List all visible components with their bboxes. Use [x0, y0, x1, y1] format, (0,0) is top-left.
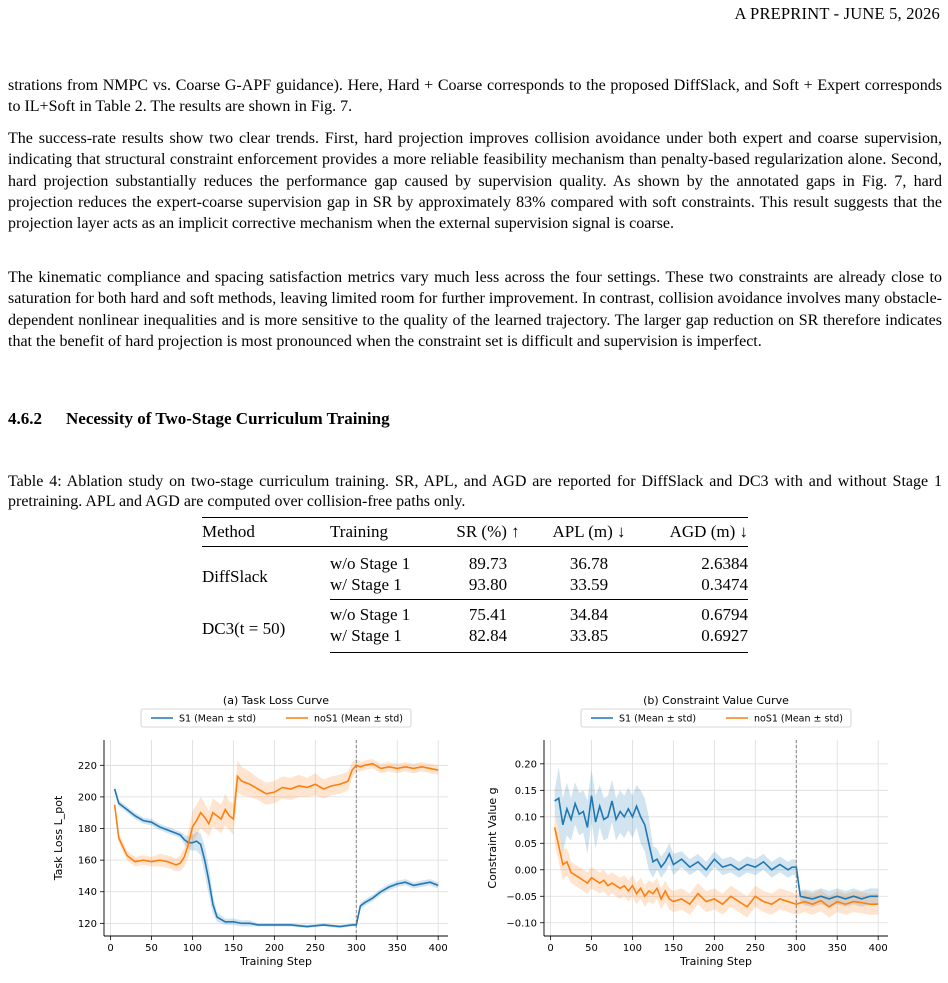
x-tick-label: 350 [827, 943, 847, 954]
sr-cell: 75.41 [468, 605, 508, 624]
constraint-value-chart [482, 692, 902, 983]
table-header-row [202, 518, 748, 547]
x-tick-label: 200 [704, 943, 724, 954]
column-header: Method [202, 518, 330, 547]
y-tick-label: 0.20 [514, 759, 537, 771]
column-header: SR (%) ↑ [440, 518, 536, 547]
chart-title: (b) Constraint Value Curve [643, 694, 789, 707]
table-row [202, 600, 748, 626]
agd-cell: 0.6927 [642, 625, 748, 653]
sr-cell: 82.84 [440, 625, 536, 653]
training-cell: w/o Stage 1 [330, 554, 411, 573]
x-tick-label: 50 [145, 943, 158, 954]
ablation-table [202, 517, 748, 653]
x-tick-label: 250 [745, 943, 765, 954]
running-header: A PREPRINT - JUNE 5, 2026 [734, 4, 940, 23]
y-tick-label: 120 [77, 918, 97, 930]
section-title: Necessity of Two-Stage Curriculum Training [66, 409, 390, 428]
x-tick-label: 150 [663, 943, 683, 954]
legend-label: noS1 (Mean ± std) [754, 713, 843, 725]
y-tick-label: −0.05 [506, 891, 537, 903]
sr-cell: 93.80 [440, 574, 536, 600]
apl-cell: 34.84 [569, 605, 609, 624]
y-tick-label: 0.05 [514, 838, 537, 850]
x-tick-label: 400 [868, 943, 888, 954]
legend-label: S1 (Mean ± std) [619, 713, 697, 725]
x-tick-label: 0 [107, 943, 114, 954]
y-tick-label: 0.15 [514, 785, 537, 797]
x-tick-label: 150 [223, 943, 243, 954]
std-band [115, 759, 439, 871]
column-header: Training [330, 518, 440, 547]
y-tick-label: 200 [77, 792, 97, 804]
series-line [115, 764, 439, 865]
y-tick-label: 0.00 [514, 865, 537, 877]
x-axis-label: Training Step [680, 955, 752, 968]
method-cell: DC3(t = 50) [202, 618, 286, 638]
apl-cell: 33.85 [536, 625, 642, 653]
body-paragraph: The kinematic compliance and spacing satisfaction metrics vary much less across the four settings. These two constraints are already close to saturation for both hard and soft methods, leaving limited room for further improvement. In contrast, collision avoidance involves many obstacle-dependent nonlinear inequalities and is more sensitive to the quality of the learned trajectory. The larger gap reduction on SR therefore indicates that the benefit of hard projection is most pronounced when the constraint set is difficult and supervision is imperfect. [8, 269, 942, 350]
x-axis-label: Training Step [240, 955, 312, 968]
training-cell: w/ Stage 1 [330, 625, 440, 653]
y-axis-label: Constraint Value g [486, 787, 499, 889]
x-tick-label: 350 [387, 943, 407, 954]
y-tick-label: 220 [77, 760, 97, 772]
column-header: APL (m) ↓ [536, 518, 642, 547]
y-tick-label: −0.10 [506, 918, 537, 930]
y-tick-label: 140 [77, 887, 97, 899]
x-tick-label: 300 [786, 943, 806, 954]
table-caption: Table 4: Ablation study on two-stage curriculum training. SR, APL, and AGD are reported for DiffSlack and DC3 with and without Stage 1 pretraining. APL and AGD are computed over collision-free paths only. [8, 473, 942, 510]
legend-label: noS1 (Mean ± std) [314, 713, 403, 725]
section-heading [8, 409, 390, 429]
table-row [202, 547, 748, 575]
x-tick-label: 200 [264, 943, 284, 954]
task-loss-chart [40, 692, 460, 983]
method-cell: DiffSlack [202, 566, 268, 586]
training-cell: w/ Stage 1 [330, 574, 440, 600]
agd-cell: 2.6384 [701, 554, 748, 573]
body-paragraph: The success-rate results show two clear trends. First, hard projection improves collision avoidance under both expert and coarse supervision, indicating that structural constraint enforcement provides a more reliable feasibility mechanism than penalty-based regularization alone. Second, hard projection substantially reduces the performance gap caused by supervision quality. As shown by the annotated gaps in Fig. 7, hard projection reduces the expert-coarse supervision gap in SR by approximately 83% compared with soft constraints. This result suggests that the projection layer acts as an implicit corrective mechanism when the external supervision signal is coarse. [8, 130, 942, 233]
chart-title: (a) Task Loss Curve [222, 694, 330, 707]
column-header: AGD (m) ↓ [642, 518, 748, 547]
x-tick-label: 400 [428, 943, 448, 954]
x-tick-label: 250 [305, 943, 325, 954]
constraint-value-svg [482, 692, 902, 978]
y-tick-label: 180 [77, 824, 97, 836]
apl-cell: 33.59 [536, 574, 642, 600]
x-tick-label: 100 [622, 943, 643, 954]
x-tick-label: 100 [182, 943, 203, 954]
training-cell: w/o Stage 1 [330, 605, 411, 624]
apl-cell: 36.78 [569, 554, 609, 573]
legend-label: S1 (Mean ± std) [179, 713, 257, 725]
x-tick-label: 300 [346, 943, 366, 954]
section-number: 4.6.2 [8, 409, 42, 428]
y-tick-label: 0.10 [514, 812, 537, 824]
y-tick-label: 160 [77, 855, 97, 867]
body-paragraph: strations from NMPC vs. Coarse G-APF guidance). Here, Hard + Coarse corresponds to the proposed DiffSlack, and Soft + Expert corresponds to IL+Soft in Table 2. The results are shown in Fig. 7. [8, 77, 942, 116]
task-loss-svg [40, 692, 460, 978]
agd-cell: 0.3474 [642, 574, 748, 600]
sr-cell: 89.73 [468, 554, 508, 573]
x-tick-label: 0 [547, 943, 554, 954]
agd-cell: 0.6794 [701, 605, 748, 624]
y-axis-label: Task Loss L_pot [52, 795, 65, 881]
x-tick-label: 50 [585, 943, 598, 954]
